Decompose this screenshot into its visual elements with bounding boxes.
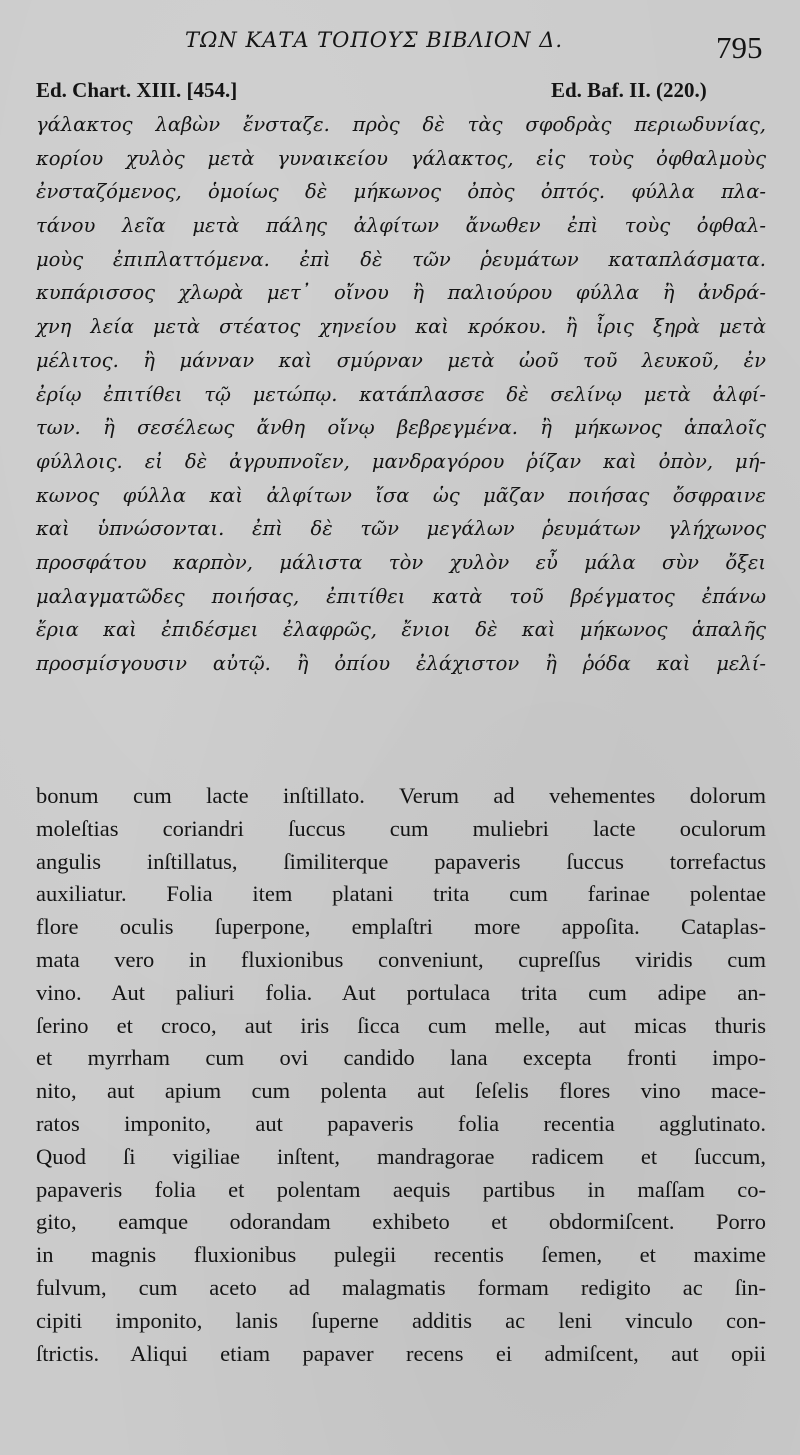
edition-reference-right: Ed. Baf. II. (220.) (551, 78, 707, 102)
greek-text-line: κορίου χυλὸς μετὰ γυναικείου γάλακτος, εἰς τοὺς ὀφθαλμοὺς (36, 146, 766, 170)
greek-text-line: μαλαγματῶδες ποιήσας, ἐπιτίθει κατὰ τοῦ βρέγματος ἐπάνω (36, 584, 766, 608)
greek-text-line: φύλλοις. εἰ δὲ ἀγρυπνοῖεν, μανδραγόρου ῥίζαν καὶ ὀπὸν, μή- (36, 449, 766, 473)
latin-text-line: in magnis fluxionibus pulegii recentis ſemen, et maxime (36, 1242, 766, 1268)
latin-text-block (36, 780, 766, 1370)
latin-text-line: et myrrham cum ovi candido lana excepta fronti impo- (36, 1045, 766, 1071)
greek-text-line: των. ἢ σεσέλεως ἄνθη οἴνῳ βεβρεγμένα. ἢ μήκωνος ἁπαλοῖς (36, 416, 766, 440)
edition-reference-left: Ed. Chart. XIII. [454.] (36, 78, 238, 102)
greek-text-line: μοὺς ἐπιπλαττόμενα. ἐπὶ δὲ τῶν ῥευμάτων καταπλάσματα. (36, 247, 766, 271)
page-number: 795 (716, 30, 763, 65)
latin-text-line: auxiliatur. Folia item platani trita cum farinae polentae (36, 881, 766, 907)
greek-text-line: χνη λεία μετὰ στέατος χηνείου καὶ κρόκου. ἢ ἶρις ξηρὰ μετὰ (36, 315, 766, 339)
latin-text-line: fulvum, cum aceto ad malagmatis formam redigito ac ſin- (36, 1274, 766, 1300)
greek-text-block (36, 108, 766, 681)
latin-text-line: nito, aut apium cum polenta aut ſeſelis flores vino mace- (36, 1078, 766, 1104)
greek-text-line: κωνος φύλλα καὶ ἀλφίτων ἴσα ὡς μᾶζαν ποιήσας ὄσφραινε (36, 483, 766, 507)
greek-text-line: καὶ ὑπνώσονται. ἐπὶ δὲ τῶν μεγάλων ῥευμάτων γλήχωνος (36, 517, 766, 541)
greek-text-line: ἐρίῳ ἐπιτίθει τῷ μετώπῳ. κατάπλασσε δὲ σελίνῳ μετὰ ἀλφί- (36, 382, 766, 406)
latin-text-line: ratos imponito, aut papaveris folia recentia agglutinato. (36, 1110, 766, 1136)
latin-text-line: cipiti imponito, lanis ſuperne additis ac leni vinculo con- (36, 1307, 766, 1333)
latin-text-line: mata vero in fluxionibus conveniunt, cupreſſus viridis cum (36, 946, 766, 972)
greek-text-line: προσμίσγουσιν αὐτῷ. ἢ ὀπίου ἐλάχιστον ἢ ῥόδα καὶ μελί- (36, 652, 766, 675)
latin-text-line: flore oculis ſuperpone, emplaſtri more appoſita. Cataplas- (36, 914, 766, 940)
greek-text-line: τάνου λεῖα μετὰ πάλης ἀλφίτων ἄνωθεν ἐπὶ τοὺς ὀφθαλ- (36, 214, 766, 238)
greek-text-line: ἐνσταζόμενος, ὁμοίως δὲ μήκωνος ὀπὸς ὀπτός. φύλλα πλα- (36, 180, 766, 204)
latin-text-line: papaveris folia et polentam aequis partibus in maſſam co- (36, 1176, 766, 1202)
latin-text-line: gito, eamque odorandam exhibeto et obdormiſcent. Porro (36, 1209, 766, 1235)
latin-text-line: ſerino et croco, aut iris ſicca cum melle, aut micas thuris (36, 1012, 766, 1038)
greek-text-line: ἔρια καὶ ἐπιδέσμει ἐλαφρῶς, ἔνιοι δὲ καὶ μήκωνος ἁπαλῆς (36, 618, 766, 642)
latin-text-line: Quod ſi vigiliae inſtent, mandragorae radicem et ſuccum, (36, 1143, 766, 1169)
greek-text-line: μέλιτος. ἢ μάνναν καὶ σμύρναν μετὰ ὠοῦ τοῦ λευκοῦ, ἐν (36, 348, 766, 372)
greek-text-line: κυπάρισσος χλωρὰ μετ᾽ οἴνου ἢ παλιούρου φύλλα ἢ ἀνδρά- (36, 281, 766, 305)
latin-text-line: ſtrictis. Aliqui etiam papaver recens ei admiſcent, aut opii (36, 1340, 766, 1366)
latin-text-line: angulis inſtillatus, ſimiliterque papaveris ſuccus torrefactus (36, 848, 766, 874)
latin-text-line: bonum cum lacte inſtillato. Verum ad vehementes dolorum (36, 783, 766, 808)
latin-text-line: vino. Aut paliuri folia. Aut portulaca trita cum adipe an- (36, 979, 766, 1005)
greek-text-line: γάλακτος λαβὼν ἔνσταζε. πρὸς δὲ τὰς σφοδρὰς περιωδυνίας, (36, 113, 766, 136)
greek-text-line: προσφάτου καρπὸν, μάλιστα τὸν χυλὸν εὖ μάλα σὺν ὄξει (36, 550, 766, 574)
running-title: ΤΩΝ ΚΑΤΑ ΤΟΠΟΥΣ ΒΙΒΛΙΟΝ Δ. (185, 28, 564, 52)
latin-text-line: moleſtias coriandri ſuccus cum muliebri lacte oculorum (36, 815, 766, 841)
